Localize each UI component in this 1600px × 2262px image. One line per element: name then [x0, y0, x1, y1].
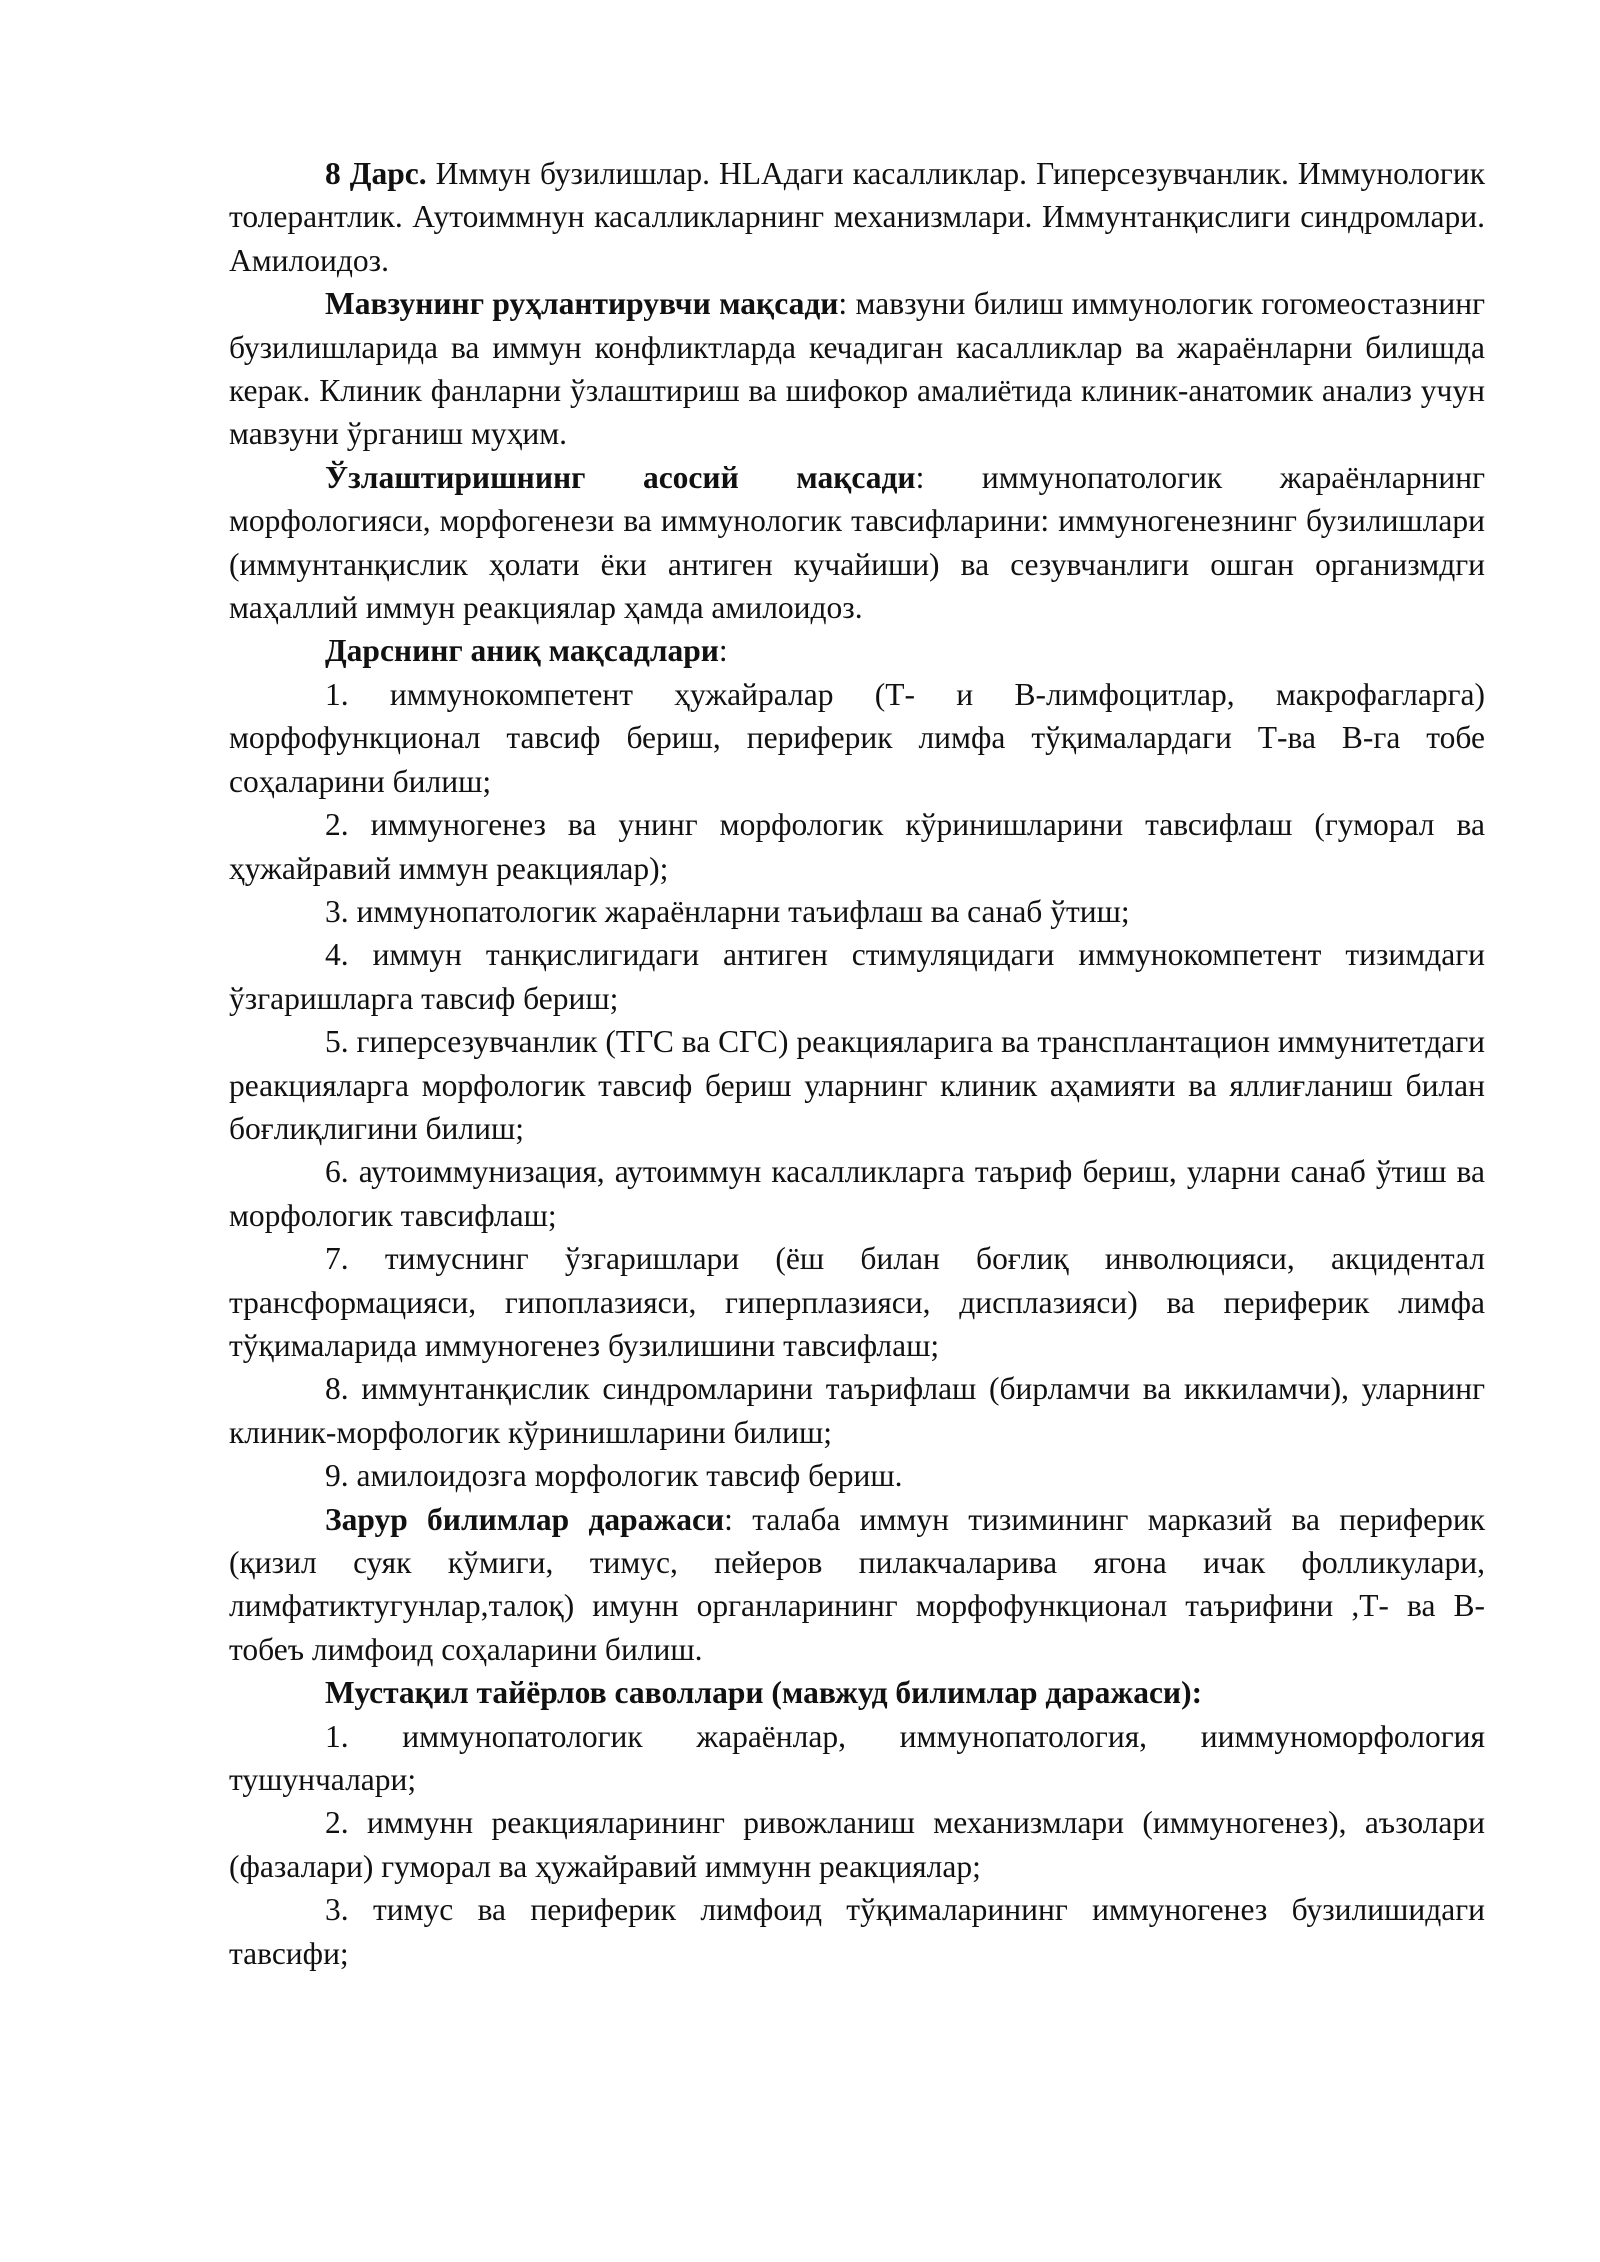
- motivation-label: Мавзунинг руҳлантирувчи мақсади: [325, 286, 839, 322]
- required-knowledge-text: : талаба иммун тизимининг марказий ва периферик (қизил суяк кўмиги, тимус, пейеров пилакчаларива ягона ичак фолликулари, лимфатиктугунлар,талоқ) имунн органларининг морфофункционал таърифини ,Т- ва В-тобеъ лимфоид соҳаларини билиш.: [229, 1501, 1485, 1667]
- lesson-number: 8 Дарс.: [325, 156, 427, 191]
- goal-item: 8. иммунтанқислик синдромларини таърифлаш (бирламчи ва иккиламчи), уларнинг клиник-морфологик кўринишларини билиш;: [229, 1371, 1485, 1450]
- goal-item: 4. иммун танқислигидаги антиген стимуляцидаги иммунокомпетент тизимдаги ўзгаришларга тавсиф бериш;: [229, 937, 1485, 1016]
- motivation-text: : мавзуни билиш иммунологик гогомеостазнинг бузилишларида ва иммун конфликтларда кечадиган касалликлар ва жараёнларни билишда керак. Клиник фанларни ўзлаштириш ва шифокор амалиётида клиник-анатомик анализ учун мавзуни ўрганиш муҳим.: [229, 286, 1485, 452]
- required-knowledge-paragraph: [229, 1498, 1485, 1672]
- goal-item: 3. иммунопатологик жараёнларни таъифлаш ва санаб ўтиш;: [325, 893, 1130, 929]
- main-goal-text: : иммунопатологик жараёнларнинг морфологияси, морфогенези ва иммунологик тавсифларини: иммуногенезнинг бузилишлари (иммунтанқислик ҳолати ёки антиген кучайиши) ва сезувчанлиги ошган организмдги маҳаллий иммун реакциялар ҳамда амилоидоз.: [229, 459, 1485, 626]
- self-study-heading: [229, 1671, 1485, 1714]
- question-item: 3. тимус ва периферик лимфоид тўқималарининг иммуногенез бузилишидаги тавсифи;: [229, 1892, 1485, 1971]
- self-study-label: Мустақил тайёрлов саволлари (мавжуд билимлар даражаси):: [325, 1675, 1203, 1711]
- main-goal-paragraph: [229, 456, 1485, 630]
- goal-item: 2. иммуногенез ва унинг морфологик кўринишларини тавсифлаш (гуморал ва ҳужайравий иммун реакциялар);: [229, 807, 1485, 886]
- specific-goals-colon: :: [718, 633, 728, 669]
- goal-item: 6. аутоиммунизация, аутоиммун касалликларга таъриф бериш, уларни санаб ўтиш ва морфологик тавсифлаш;: [229, 1154, 1485, 1233]
- document-page: [229, 152, 1485, 1975]
- main-goal-label: Ўзлаштиришнинг асосий мақсади: [325, 459, 916, 495]
- lesson-topic: Иммун бузилишлар. HLAдаги касалликлар. Гиперсезувчанлик. Иммунологик толерантлик. Аутоиммнун касалликларнинг механизмлари. Иммунтанқислиги синдромлари. Амилоидоз.: [229, 156, 1486, 278]
- specific-goals-label: Дарснинг аниқ мақсадлари: [325, 633, 719, 669]
- specific-goals-heading: [229, 629, 1485, 672]
- lesson-heading: [229, 152, 1485, 282]
- goal-item: 5. гиперсезувчанлик (ТГС ва СГС) реакцияларига ва трансплантацион иммунитетдаги реакцияларга морфологик тавсиф бериш уларнинг клиник аҳамияти ва яллиғланиш билан боғлиқлигини билиш;: [229, 1024, 1485, 1146]
- required-knowledge-label: Зарур билимлар даражаси: [325, 1501, 725, 1537]
- question-item: 2. иммунн реакцияларининг ривожланиш механизмлари (иммуногенез), аъзолари (фазалари) гуморал ва ҳужайравий иммунн реакциялар;: [229, 1805, 1485, 1884]
- goal-item: 7. тимуснинг ўзгаришлари (ёш билан боғлиқ инволюцияси, акцидентал трансформацияси, гипоплазияси, гиперплазияси, дисплазияси) ва периферик лимфа тўқималарида иммуногенез бузилишини тавсифлаш;: [229, 1241, 1485, 1363]
- motivation-paragraph: [229, 282, 1485, 456]
- goal-item: 1. иммунокомпетент ҳужайралар (Т- и В-лимфоцитлар, макрофагларга) морфофункционал тавсиф бериш, периферик лимфа тўқималардаги Т-ва В-га тобе соҳаларини билиш;: [229, 676, 1485, 799]
- goal-item: 9. амилоидозга морфологик тавсиф бериш.: [325, 1458, 903, 1494]
- question-item: 1. иммунопатологик жараёнлар, иммунопатология, ииммуноморфология тушунчалари;: [229, 1718, 1485, 1798]
